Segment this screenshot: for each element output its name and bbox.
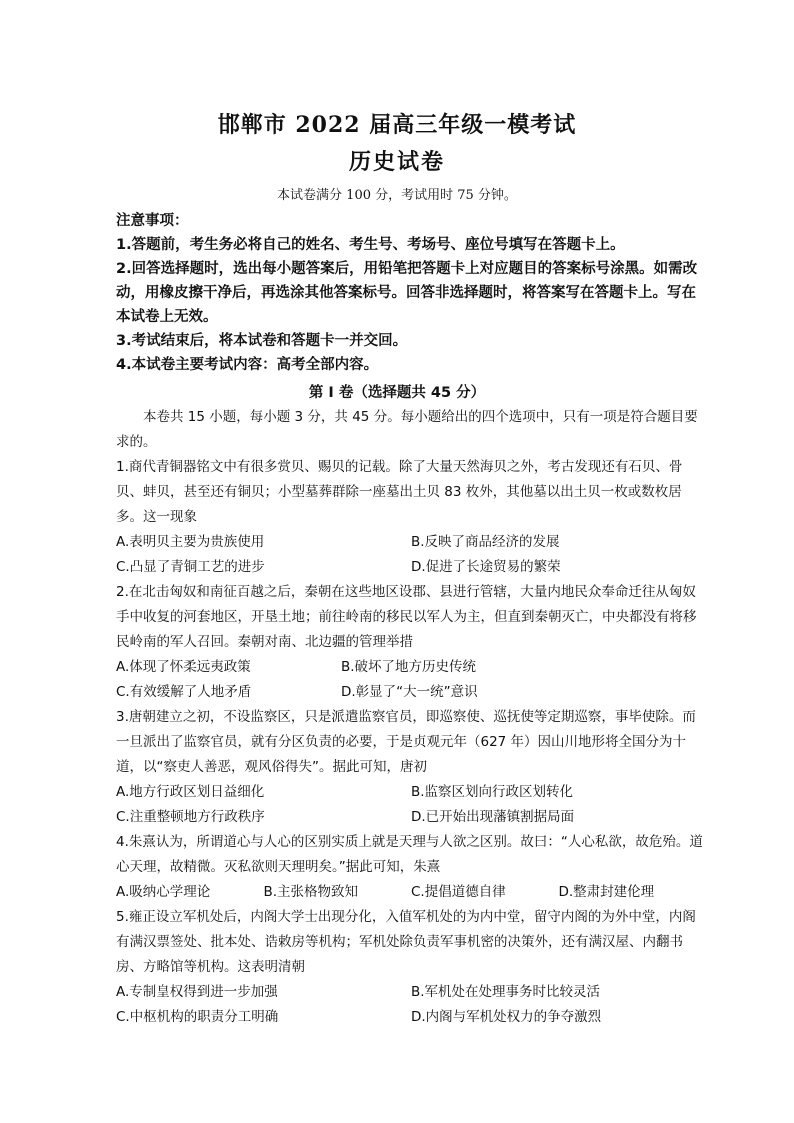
option-a: A.表明贝主要为贵族使用 [116,534,265,550]
option-b: B.监察区划向行政区划转化 [411,784,574,800]
option-a: A.吸纳心学理论 [116,884,211,900]
question-2 [116,580,706,705]
option-d: D.促进了长途贸易的繁荣 [411,559,561,575]
note-item: 4.本试卷主要考试内容：高考全部内容。 [116,357,379,373]
note-item: 3.考试结束后，将本试卷和答题卡一并交回。 [116,333,408,349]
exam-title: 邯郸市 2022 届高三年级一模考试 [217,112,577,138]
option-d: D.彰显了“大一统”意识 [341,684,478,700]
option-b: B.主张格物致知 [263,884,359,900]
question-stem: 5.雍正设立军机处后，内阁大学士出现分化，入值军机处的为内中堂，留守内阁的为外中堂，内阁有满汉票签处、批本处、诰敕房等机构；军机处除负责军事机密的决策外，还有满汉屋、内翻书房、方略馆等机构。这表明清朝 [116,909,696,975]
option-a: A.地方行政区划日益细化 [116,784,265,800]
question-1 [116,455,706,580]
notes-heading: 注意事项： [116,213,189,229]
option-d: D.整肃封建伦理 [558,884,655,900]
question-5 [116,905,706,1030]
option-b: B.破坏了地方历史传统 [341,659,477,675]
question-3 [116,705,706,830]
option-b: B.军机处在处理事务时比较灵活 [411,984,601,1000]
option-a: A.专制皇权得到进一步加强 [116,984,278,1000]
question-stem: 2.在北击匈奴和南征百越之后，秦朝在这些地区设郡、县进行管辖，大量内地民众奉命迁往从匈奴手中收复的河套地区，开垦土地；前往岭南的移民以军人为主，但直到秦朝灭亡，中央都没有将移民岭南的军人召回。秦朝对南、北边疆的管理举措 [116,584,697,650]
note-item: 2.回答选择题时，选出每小题答案后，用铅笔把答题卡上对应题目的答案标号涂黑。如需改动，用橡皮擦干净后，再选涂其他答案标号。回答非选择题时，将答案写在答题卡上。写在本试卷上无效。 [116,261,698,325]
question-stem: 1.商代青铜器铭文中有很多赏贝、赐贝的记载。除了大量天然海贝之外，考古发现还有石贝、骨贝、蚌贝，甚至还有铜贝；小型墓葬群除一座墓出土贝 83 枚外，其他墓以出土贝一枚或数枚居多。这一现象 [116,459,683,525]
question-4 [116,830,706,905]
option-c: C.有效缓解了人地矛盾 [116,684,252,700]
option-b: B.反映了商品经济的发展 [411,534,560,550]
question-stem: 3.唐朝建立之初，不设监察区，只是派遣监察官员，即巡察使、巡抚使等定期巡察，事毕使除。而一旦派出了监察官员，就有分区负责的必要，于是贞观元年（627 年）因山川地形将全国分为十道，以“察吏人善恶，观风俗得失”。据此可知，唐初 [116,709,696,775]
questions-block [116,405,706,1030]
option-a: A.体现了怀柔远夷政策 [116,659,251,675]
option-c: C.中枢机构的职责分工明确 [116,1009,279,1025]
exam-meta: 本试卷满分 100 分，考试用时 75 分钟。 [277,188,517,203]
section-intro: 本卷共 15 小题，每小题 3 分，共 45 分。每小题给出的四个选项中，只有一项是符合题目要求的。 [116,409,698,450]
option-c: C.提倡道德自律 [411,884,506,900]
option-c: C.注重整顿地方行政秩序 [116,809,265,825]
option-c: C.凸显了青铜工艺的进步 [116,559,265,575]
exam-subtitle: 历史试卷 [348,149,445,175]
option-d: D.已开始出现藩镇割据局面 [411,809,575,825]
question-stem: 4.朱熹认为，所谓道心与人心的区别实质上就是天理与人欲之区别。故曰：“人心私欲，故危殆。道心天理，故精微。灭私欲则天理明矣。”据此可知，朱熹 [116,834,703,875]
section-title: 第 I 卷（选择题共 45 分） [308,385,486,401]
option-d: D.内阁与军机处权力的争夺激烈 [411,1009,602,1025]
note-item: 1.答题前，考生务必将自己的姓名、考生号、考场号、座位号填写在答题卡上。 [116,237,625,253]
notes-block [116,209,706,377]
